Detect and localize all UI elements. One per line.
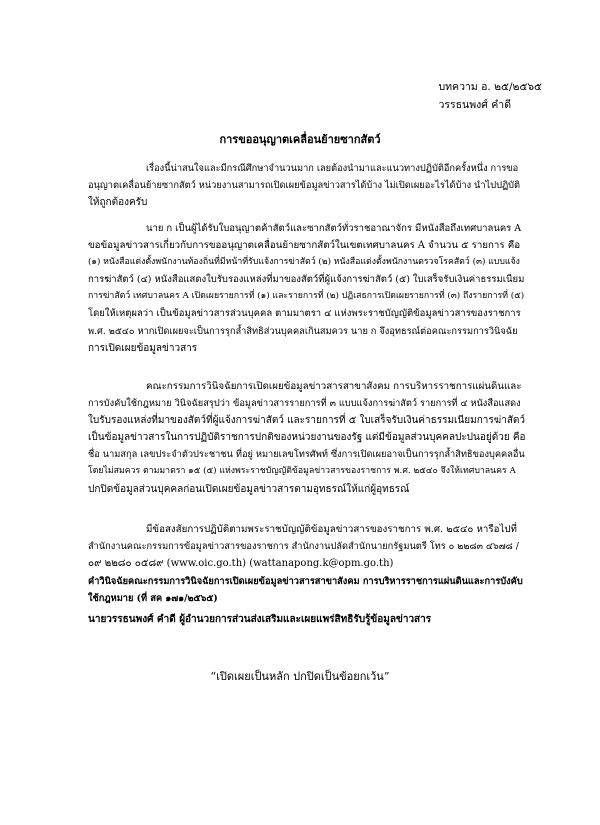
- decision-citation: [88, 573, 526, 607]
- article-number: บทความ อ. ๒๕/๒๕๖๕: [438, 81, 542, 93]
- text-line: คำวินิจฉัยคณะกรรมการวินิจฉัยการเปิดเผยข้อมูลข่าวสารสาขาสังคม การบริหารราชการแผ่นดินและการบังคับ: [88, 576, 523, 587]
- text-line: นาย ก เป็นผู้ได้รับใบอนุญาตค้าสัตว์และซากสัตว์ทั่วราชอาณาจักร มีหนังสือถึงเทศบาลนคร A: [146, 223, 522, 234]
- text-line: โดยไม่สมควร ตามมาตรา ๑๕ (๕) แห่งพระราชบัญญัติข้อมูลข่าวสารของราชการ พ.ศ. ๒๕๔๐ จึงให้เทศบาลนคร A: [88, 466, 516, 477]
- text-line: ปกปิดข้อมูลส่วนบุคคลก่อนเปิดเผยข้อมูลข่าวสารตามอุทธรณ์ให้แก่ผู้อุทธรณ์: [88, 483, 410, 495]
- text-line: การฆ่าสัตว์ เทศบาลนคร A เปิดเผยรายการที่ (๑) และรายการที่ (๒) ปฏิเสธการเปิดเผยรายการที่ (๓) ถึงรายการที่ (๕): [88, 291, 525, 302]
- document-header: [438, 78, 542, 114]
- text-line: เป็นข้อมูลข่าวสารในการปฏิบัติราชการปกติของหน่วยงานของรัฐ แต่มีข้อมูลส่วนบุคคลปะปนอยู่ด้วย คือ: [88, 432, 526, 444]
- paragraph-case: [88, 220, 526, 357]
- text-line: ให้ถูกต้องครับ: [88, 197, 148, 209]
- text-line: โดยให้เหตุผลว่า เป็นข้อมูลข่าวสารส่วนบุคคล ตามมาตรา ๔ แห่งพระราชบัญญัติข้อมูลข่าวสารของราชการ: [88, 308, 521, 320]
- text-line: ๐๙ ๒๒๘๐ ๐๕๘๙ (www.oic.go.th) (wattanapong.k@opm.go.th): [88, 558, 394, 570]
- text-line: ใบรับรองแหล่งที่มาของสัตว์ที่ผู้แจ้งการฆ่าสัตว์ และรายการที่ ๕ ใบเสร็จรับเงินค่าธรรมเนียมการฆ่าสัตว์: [88, 415, 526, 427]
- text-line: การฆ่าสัตว์ (๔) หนังสือแสดงใบรับรองแหล่งที่มาของสัตว์ที่ผู้แจ้งการฆ่าสัตว์ (๕) ใบเสร็จรับเงินค่าธรรมเนียม: [88, 274, 525, 286]
- paragraph-intro: [88, 160, 526, 211]
- text-line: พ.ศ. ๒๕๔๐ หากเปิดเผยจะเป็นการรุกล้ำสิทธิส่วนบุคคลเกินสมควร นาย ก จึงอุทธรณ์ต่อคณะกรรมการวินิจฉัย: [88, 325, 518, 337]
- text-line: การเปิดเผยข้อมูลข่าวสาร: [88, 342, 198, 354]
- text-line: เรื่องนี้น่าสนใจและมีกรณีศึกษาจำนวนมาก เลยต้องนำมาและแนวทางปฏิบัติอีกครั้งหนึ่ง การขอ: [146, 163, 519, 174]
- text-line: การบังคับใช้กฎหมาย วินิจฉัยสรุปว่า ข้อมูลข่าวสารรายการที่ ๓ แบบแจ้งการฆ่าสัตว์ รายการที่ ๔ หนังสือแสดง: [88, 398, 521, 410]
- document-title: การขออนุญาตเคลื่อนย้ายซากสัตว์: [219, 133, 381, 146]
- signature-line: นายวรรธนพงศ์ คำดี ผู้อำนวยการส่วนส่งเสริมและเผยแพร่สิทธิรับรู้ข้อมูลข่าวสาร: [88, 614, 432, 625]
- text-line: ใช้กฎหมาย (ที่ สค ๑๗๑/๒๕๖๕): [88, 593, 218, 605]
- slogan: “เปิดเผยเป็นหลัก ปกปิดเป็นข้อยกเว้น”: [210, 670, 390, 683]
- text-line: มีข้อสงสัยการปฏิบัติตามพระราชบัญญัติข้อมูลข่าวสารของราชการ พ.ศ. ๒๕๔๐ หารือไปที่: [146, 524, 517, 535]
- text-line: คณะกรรมการวินิจฉัยการเปิดเผยข้อมูลข่าวสารสาขาสังคม การบริหารราชการแผ่นดินและ: [146, 381, 522, 392]
- text-line: ขอข้อมูลข่าวสารเกี่ยวกับการขออนุญาตเคลื่อนย้ายซากสัตว์ในเขตเทศบาลนคร A จำนวน ๕ รายการ คือ: [88, 240, 521, 252]
- text-line: อนุญาตเคลื่อนย้ายซากสัตว์ หน่วยงานสามารถเปิดเผยข้อมูลข่าวสารได้บ้าง ไม่เปิดเผยอะไรได้บ้าง นำไปปฏิบัติ: [88, 180, 521, 192]
- text-line: สำนักงานคณะกรรมการข้อมูลข่าวสารของราชการ สำนักงานปลัดสำนักนายกรัฐมนตรี โทร ๐ ๒๒๘๓ ๔๖๗๘ /: [88, 541, 519, 553]
- author-name: วรรธนพงศ์ คำดี: [438, 99, 512, 111]
- text-line: ชื่อ นามสกุล เลขประจำตัวประชาชน ที่อยู่ หมายเลขโทรศัพท์ ซึ่งการเปิดเผยอาจเป็นการรุกล้ำสิทธิของบุคคลอื่น: [88, 449, 525, 461]
- text-line: (๑) หนังสือแต่งตั้งพนักงานท้องถิ่นที่มีหน้าที่รับแจ้งการฆ่าสัตว์ (๒) หนังสือแต่งตั้งพนักงานตรวจโรคสัตว์ (๓) แบบแจ้ง: [88, 257, 520, 268]
- paragraph-decision: [88, 378, 526, 498]
- paragraph-contact: [88, 521, 526, 572]
